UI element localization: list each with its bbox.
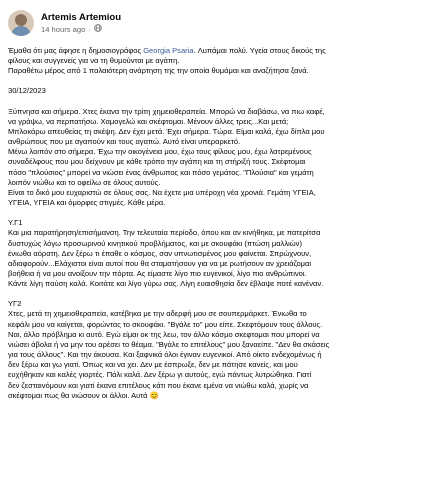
post-body (8, 46, 437, 401)
heading-yg1: Υ.Γ1 (8, 218, 23, 228)
avatar[interactable] (8, 10, 34, 36)
post-meta (41, 12, 121, 35)
paragraph-main: Ξύπνησα και σήμερα. Χτες έκανα την τρίτη χημειοθεραπεία. Μπορώ να διαβάσω, να πιω καφέ, να γράψω, να περπατήσω. Χαμογελώ και σκέφτομαι. Μένουν άλλες τρεις...Και μετά; Μπλοκάρω απευθείας τη σκέψη. Δεν έχει μετά. Έχει σήμερα. Τώρα. Είμαι καλά, έχω δίπλα μου ανθρώπους που με αγαπούν και τους αγαπώ. Αυτό είναι υπεραρκετό. Μένω λοιπόν στο σήμερα. Έχω την οικογένεια μου, έχω τους φίλους μου, έχω λατρεμένους συναδέλφους που μου δείχνουν με κάθε τρόπο την αγάπη και τη στήριξή τους. Σκέφτομαι πόσο "πλούσιος" μπορεί να νιώσει ένας άνθρωπος και πόσο γεμάτος. "Πλούσια" και γεμάτη λοιπόν νιώθω και το οφείλω σε όλους αυτούς. Είναι το δικό μου ευχαριστώ σε όλους σας. Να έχετε μια υπέροχη νέα χρονιά. Γεμάτη ΥΓΕΙΑ, ΥΓΕΙΑ, ΥΓΕΙΑ και όμορφες στιγμές. Κάθε μέρα. (8, 106, 325, 208)
paragraph-yg2: Χτες, μετά τη χημειοθεραπεία, κατέβηκα με την αδερφή μου σε σουπερμάρκετ. Ένιωθα το κεφάλι μου να καίγεται, φορώντας το σκουφάκι. "Βγάλε το" μου είπε. Σκεφτόμουν τους άλλους. Ναι, άλλο πρόβλημα κι αυτό. Εγώ είμαι οκ της λεω, τον άλλο κόσμο σκεφτομαι που μπορεί να νιώσει άβολα ή να μην του αρέσει το θέαμα. "Βγάλε το επιτέλους" μου ξαναείπε. "Δεν θα σκάσεις για τους άλλους". Και την άκουσα. Και ξαφνικά όλοι έγιναν ευγενικοί. Από οίκτο ενδεχομένως ή δεν ξέρω και γω γιατί. Όπως και να χει. Δεν με έσπρωξε, δεν με πάτησε κανείς, και μου ευχήθηκαν και καλές γιορτές. Πάλι καλά. Δεν ξέρω γι αυτούς, εγώ πάντως λυτρώθηκα. Γιατί δεν ζεσταινόμουν και γιατί έκανα επιτέλους κάτι που έκανε εμένα να νιώθω καλά, χωρίς να σκέφτομαι πως θα νιώσουν οι άλλοι. Αυτά 😊 (8, 309, 330, 400)
post-header (8, 6, 437, 40)
post-time[interactable]: 14 hours ago (41, 24, 86, 34)
author-name[interactable]: Artemis Artemiou (41, 11, 122, 23)
intro-text-before: Έμαθα ότι μας άφησε η δημοσιογράφος (8, 46, 144, 55)
spacer (8, 76, 437, 86)
separator-dot: · (88, 24, 91, 34)
mention-link[interactable]: Georgia Psaria (143, 46, 194, 55)
spacer (8, 208, 437, 218)
spacer (8, 289, 437, 299)
paragraph-yg1: Και μια παρατήρηση/επισήμανση. Την τελευταία περίοδο, όπου και αν κινήθηκα, με πατερίτσα δυστυχώς λόγω προσωρινού κινητικού προβλήματος, και με σκουφάκι (πτώση μαλλιών) ένιωθα αόρατη. Δεν ξέρω τι έπαθε ο κόσμος, σαν υπνωτισμένος μου φαίνεται. Σπρώχνουν, αδιαφορούν...Ελάχιστοι είναι αυτοί που θα σταματήσουν για να με ρωτήσουν αν χρειάζομαι βοήθεια ή να μου ανοίξουν την πόρτα. Ας είμαστε λίγο πιο ευγενικοί, λίγο πιο ανθρώπινοι. Κάντε λίγη παύση καλά. Κοιτάτε και λίγο γύρω σας. Λίγη ευαισθησία δεν έβλαψε ποτέ κανέναν. (8, 228, 324, 289)
intro-text-after: . Λυπάμαι πολύ. Υγεία στους δικούς της φίλους και συγγενείς για να τη θυμούνται με αγάπη. Παραθέτω μέρος από 1 παλαιότερη ανάρτηση της την οποία θυμάμαι και αναζήτησα ξανά. (8, 46, 326, 76)
post-date: 30/12/2023 (8, 86, 46, 96)
spacer (8, 97, 437, 107)
globe-icon[interactable] (94, 24, 102, 35)
heading-yg2: ΥΓ2 (8, 299, 22, 309)
intro-paragraph (8, 46, 437, 76)
post-subline (41, 24, 121, 35)
